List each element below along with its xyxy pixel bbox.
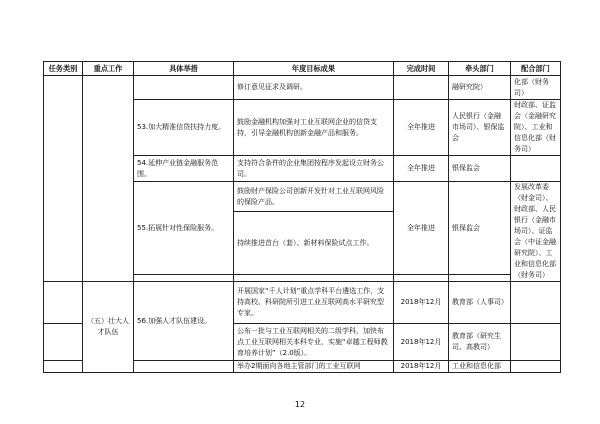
measure-cell: [134, 361, 234, 373]
lead-cell: 工业和信息化部: [449, 361, 511, 373]
category-cell: [44, 361, 83, 373]
goal-cell: 鼓励金融机构加强对工业互联网企业的信贷支持，引导金融机构创新金融产品和服务。: [234, 100, 394, 156]
goal-cell: 支持符合条件的企业集团按程序发起设立财务公司。: [234, 156, 394, 182]
header-completion-time: 完成时间: [394, 62, 449, 76]
coop-cell: 化部（财务司）: [511, 76, 561, 100]
goal-cell: 修订意见征求及调研。: [234, 76, 394, 100]
coop-cell: [511, 361, 561, 373]
goal-cell: 举办2期面向各地主管部门的工业互联网: [234, 361, 394, 373]
table-row: [44, 282, 561, 324]
measure-cell: 55.拓展针对性保险服务。: [134, 182, 234, 275]
coop-cell: 发展改革委（财金司）、财政部、人民银行（金融市场司）、证监会（中证金融研究院）、工业和信息化部（财务司）: [511, 182, 561, 282]
measure-cell: 53.加大精准信贷扶持力度。: [134, 100, 234, 156]
lead-cell: 教育部（人事司）: [449, 282, 511, 324]
measure-cell: 56.加强人才队伍建设。: [134, 282, 234, 361]
lead-cell: 人民银行（金融市场司）、银保监会: [449, 100, 511, 156]
category-cell: [44, 324, 83, 361]
lead-cell: 融研究院）: [449, 76, 511, 100]
goal-cell: 公布一批与工业互联网相关的二级学科，加快布点工业互联网相关本科专业，实施“卓越工程师教育培养计划”（2.0版）。: [234, 324, 394, 361]
key-work-cell: [83, 76, 134, 282]
coop-cell: [511, 282, 561, 324]
header-category: 任务类别: [44, 62, 83, 76]
category-cell: [44, 282, 83, 324]
measure-cell: [134, 76, 234, 100]
time-cell: [394, 76, 449, 100]
time-cell: 全年推进: [394, 156, 449, 182]
goal-cell: 开展国家“千人计划”重点学科平台遴选工作，支持高校、科研院所引进工业互联网高水平研究型专家。: [234, 282, 394, 324]
measure-cell: 54.延伸产业链金融服务范围。: [134, 156, 234, 182]
time-cell: 全年推进: [394, 100, 449, 156]
header-key-work: 重点工作: [83, 62, 134, 76]
measures-table: [43, 61, 561, 373]
goal-cell: 持续推进首台（套）、新材料保险试点工作。: [234, 212, 394, 275]
goal-cell: 鼓励财产保险公司创新开发针对工业互联网风险的保险产品。: [234, 182, 394, 212]
time-cell: 2018年12月: [394, 361, 449, 373]
page-number: 12: [294, 400, 306, 409]
time-cell: 全年推进: [394, 182, 449, 275]
lead-cell: 银保监会: [449, 156, 511, 182]
header-cooperating-department: 配合部门: [511, 62, 561, 76]
goal-cell: [234, 275, 394, 282]
coop-cell: [511, 324, 561, 361]
header-lead-department: 牵头部门: [449, 62, 511, 76]
coop-cell: 财政部、证监会（金融研究院）、工业和信息化部（财务司）: [511, 100, 561, 156]
lead-cell: 教育部（研究生司、高教司）: [449, 324, 511, 361]
lead-cell: [449, 275, 511, 282]
time-cell: [394, 275, 449, 282]
table-row: [44, 76, 561, 100]
header-measures: 具体举措: [134, 62, 234, 76]
key-work-section-5: （五）壮大人才队伍: [83, 282, 134, 373]
coop-cell: [511, 156, 561, 182]
time-cell: 2018年12月: [394, 324, 449, 361]
header-annual-goal: 年度目标成果: [234, 62, 394, 76]
table-header-row: [44, 62, 561, 76]
time-cell: 2018年12月: [394, 282, 449, 324]
category-cell: [44, 76, 83, 282]
measure-cell: [134, 275, 234, 282]
lead-cell: 银保监会: [449, 182, 511, 275]
